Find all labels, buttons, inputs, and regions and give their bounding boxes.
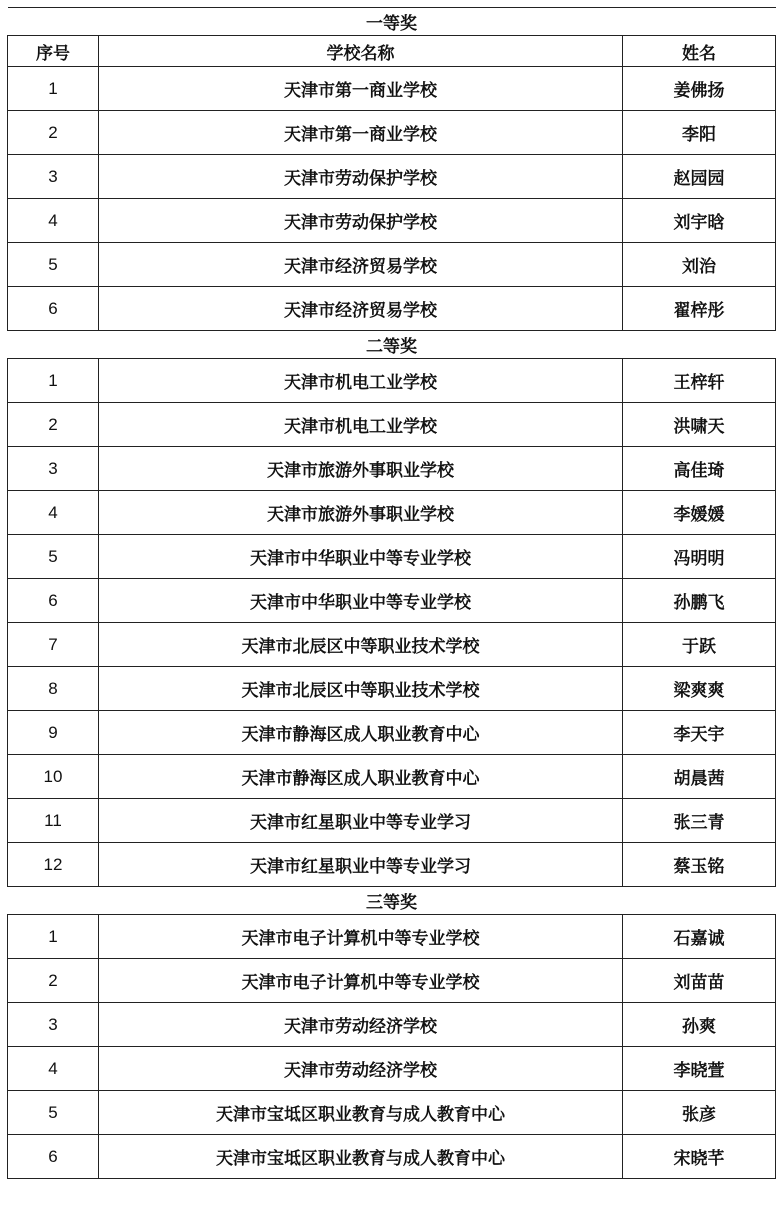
section-title-row [8,331,776,359]
row-name: 刘治 [623,243,776,287]
row-index: 2 [8,111,99,155]
header-school: 学校名称 [99,36,623,67]
row-school: 天津市红星职业中等专业学习 [99,843,623,887]
row-index: 8 [8,667,99,711]
row-school: 天津市中华职业中等专业学校 [99,579,623,623]
row-name: 姜佛扬 [623,67,776,111]
table-row [8,199,776,243]
table-row [8,1047,776,1091]
row-index: 3 [8,155,99,199]
table-row [8,799,776,843]
row-name: 高佳琦 [623,447,776,491]
row-index: 4 [8,199,99,243]
row-name: 李阳 [623,111,776,155]
table-row [8,711,776,755]
row-index: 6 [8,1135,99,1179]
header-index: 序号 [8,36,99,67]
row-index: 1 [8,359,99,403]
table-row [8,959,776,1003]
row-index: 1 [8,915,99,959]
section-title: 一等奖 [8,8,776,36]
header-name: 姓名 [623,36,776,67]
row-index: 5 [8,1091,99,1135]
row-school: 天津市机电工业学校 [99,359,623,403]
row-name: 李天宇 [623,711,776,755]
row-index: 2 [8,403,99,447]
section-title-row [8,8,776,36]
row-name: 孙鹏飞 [623,579,776,623]
row-school: 天津市劳动保护学校 [99,155,623,199]
table-row [8,1135,776,1179]
row-school: 天津市第一商业学校 [99,67,623,111]
table-row [8,403,776,447]
awards-table [7,7,776,1179]
row-index: 11 [8,799,99,843]
row-name: 李晓萱 [623,1047,776,1091]
row-school: 天津市旅游外事职业学校 [99,491,623,535]
row-school: 天津市北辰区中等职业技术学校 [99,667,623,711]
row-school: 天津市经济贸易学校 [99,243,623,287]
row-school: 天津市北辰区中等职业技术学校 [99,623,623,667]
row-school: 天津市机电工业学校 [99,403,623,447]
row-index: 1 [8,67,99,111]
table-row [8,667,776,711]
table-row [8,1091,776,1135]
table-row [8,67,776,111]
row-index: 6 [8,287,99,331]
row-index: 4 [8,491,99,535]
row-index: 5 [8,535,99,579]
table-row [8,155,776,199]
row-name: 冯明明 [623,535,776,579]
row-index: 5 [8,243,99,287]
row-index: 10 [8,755,99,799]
row-name: 于跃 [623,623,776,667]
row-index: 9 [8,711,99,755]
row-school: 天津市静海区成人职业教育中心 [99,711,623,755]
row-name: 蔡玉铭 [623,843,776,887]
row-school: 天津市劳动经济学校 [99,1047,623,1091]
table-row [8,447,776,491]
row-index: 12 [8,843,99,887]
row-index: 2 [8,959,99,1003]
row-index: 3 [8,447,99,491]
row-name: 李媛媛 [623,491,776,535]
row-school: 天津市第一商业学校 [99,111,623,155]
table-row [8,491,776,535]
section-title-row [8,887,776,915]
row-name: 张彦 [623,1091,776,1135]
row-name: 刘苗苗 [623,959,776,1003]
row-name: 翟梓彤 [623,287,776,331]
row-index: 6 [8,579,99,623]
table-row [8,623,776,667]
row-index: 3 [8,1003,99,1047]
awards-table-body [8,8,776,1179]
table-row [8,915,776,959]
row-school: 天津市经济贸易学校 [99,287,623,331]
row-name: 洪啸天 [623,403,776,447]
row-name: 梁爽爽 [623,667,776,711]
table-row [8,243,776,287]
row-index: 7 [8,623,99,667]
row-name: 张三青 [623,799,776,843]
row-school: 天津市静海区成人职业教育中心 [99,755,623,799]
table-header-row [8,36,776,67]
table-row [8,287,776,331]
row-school: 天津市劳动保护学校 [99,199,623,243]
row-name: 王梓轩 [623,359,776,403]
table-row [8,1003,776,1047]
section-title: 二等奖 [8,331,776,359]
row-school: 天津市劳动经济学校 [99,1003,623,1047]
row-name: 宋晓芊 [623,1135,776,1179]
row-school: 天津市宝坻区职业教育与成人教育中心 [99,1135,623,1179]
row-school: 天津市电子计算机中等专业学校 [99,915,623,959]
row-school: 天津市宝坻区职业教育与成人教育中心 [99,1091,623,1135]
row-name: 石嘉诚 [623,915,776,959]
row-school: 天津市电子计算机中等专业学校 [99,959,623,1003]
table-row [8,843,776,887]
table-row [8,111,776,155]
row-school: 天津市红星职业中等专业学习 [99,799,623,843]
row-name: 赵园园 [623,155,776,199]
table-row [8,755,776,799]
row-school: 天津市中华职业中等专业学校 [99,535,623,579]
table-row [8,359,776,403]
row-name: 孙爽 [623,1003,776,1047]
row-name: 胡晨茜 [623,755,776,799]
row-name: 刘宇晗 [623,199,776,243]
table-row [8,535,776,579]
table-row [8,579,776,623]
row-school: 天津市旅游外事职业学校 [99,447,623,491]
section-title: 三等奖 [8,887,776,915]
row-index: 4 [8,1047,99,1091]
